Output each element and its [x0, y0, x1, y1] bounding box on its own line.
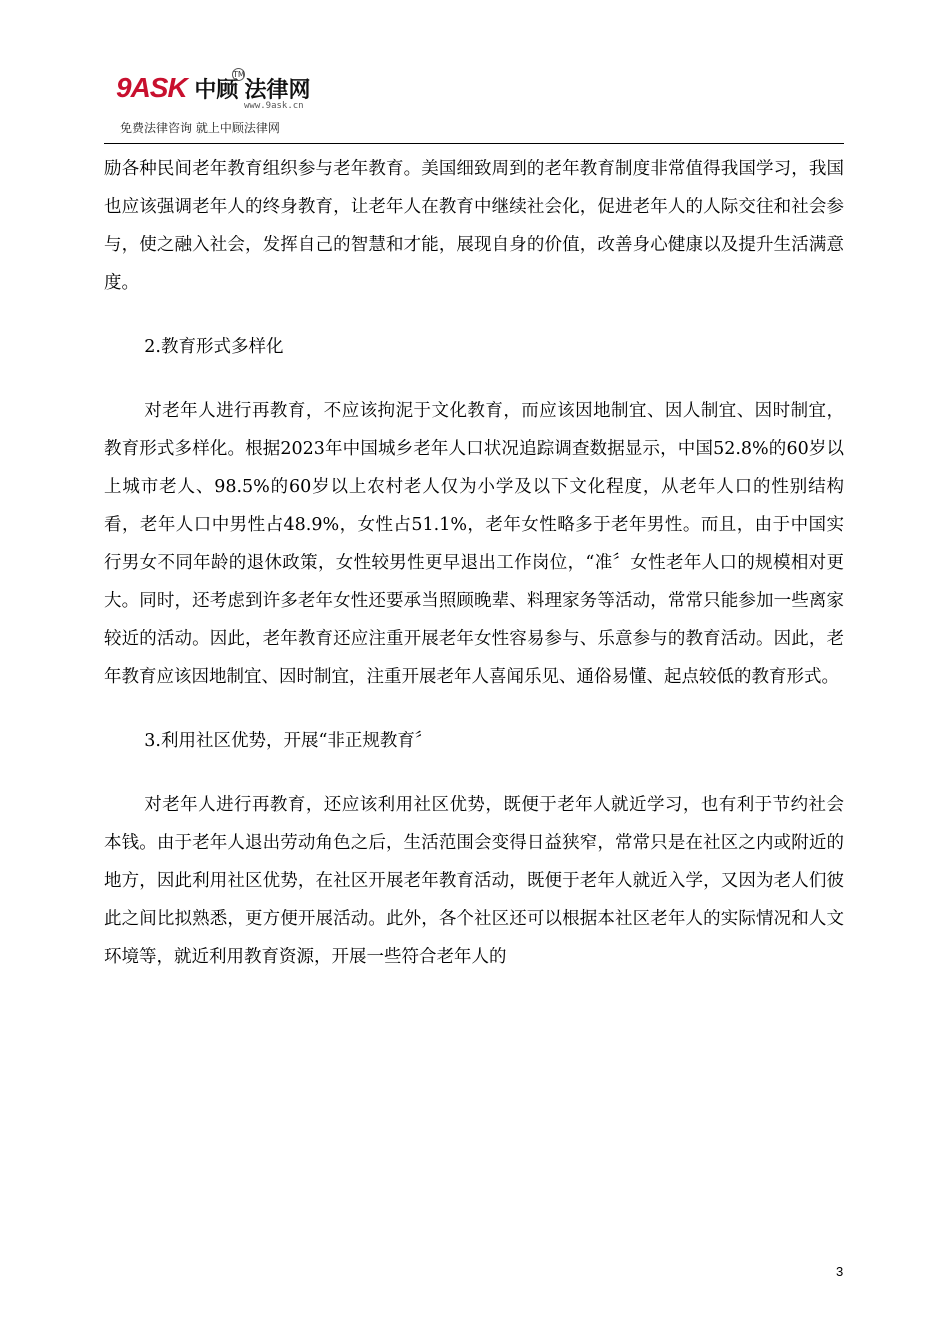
logo-wordmark	[116, 74, 311, 104]
paragraph-gap	[104, 696, 844, 722]
paragraph-education-forms: 对老年人进行再教育，不应该拘泥于文化教育，而应该因地制宜、因人制宜、因时制宜，教育形式多样化。根据2023年中国城乡老年人口状况追踪调查数据显示，中国52.8%的60岁以上城市老人、98.5%的60岁以上农村老人仅为小学及以下文化程度，从老年人口的性别结构看，老年人口中男性占48.9%，女性占51.1%，老年女性略多于老年男性。而且，由于中国实行男女不同年龄的退休政策，女性较男性更早退出工作岗位，“准〞女性老年人口的规模相对更大。同时，还考虑到许多老年女性还要承当照顾晚辈、料理家务等活动，常常只能参加一些离家较近的活动。因此，老年教育还应注重开展老年女性容易参与、乐意参与的教育活动。因此，老年教育应该因地制宜、因时制宜，注重开展老年人喜闻乐见、通俗易懂、起点较低的教育形式。	[104, 401, 844, 687]
paragraph-continued: 励各种民间老年教育组织参与老年教育。美国细致周到的老年教育制度非常值得我国学习，我国也应该强调老年人的终身教育，让老年人在教育中继续社会化，促进老年人的人际交往和社会参与，使之融入社会，发挥自己的智慧和才能，展现自身的价值，改善身心健康以及提升生活满意度。	[104, 159, 844, 293]
trademark-icon: TM	[233, 70, 245, 79]
header-divider	[104, 143, 844, 144]
page-number: 3	[836, 1264, 844, 1279]
logo-brand: 9ASK	[116, 72, 187, 103]
page-header	[104, 62, 844, 144]
logo-url: www.9ask.cn	[244, 101, 304, 111]
paragraph-gap	[104, 760, 844, 786]
paragraph-community-education: 对老年人进行再教育，还应该利用社区优势，既便于老年人就近学习，也有利于节约社会本钱。由于老年人退出劳动角色之后，生活范围会变得日益狭窄，常常只是在社区之内或附近的地方，因此利用社区优势，在社区开展老年教育活动，既便于老年人就近入学，又因为老人们彼此之间比拟熟悉，更方便开展活动。此外，各个社区还可以根据本社区老年人的实际情况和人文环境等，就近利用教育资源，开展一些符合老年人的	[104, 795, 844, 967]
paragraph-gap	[104, 302, 844, 328]
paragraph-gap	[104, 366, 844, 392]
logo-slogan: 免费法律咨询 就上中顾法律网	[120, 121, 280, 135]
section-heading-3: 3.利用社区优势，开展“非正规教育〞	[144, 731, 433, 751]
logo-cn-name: 中顾 法律网	[194, 77, 311, 102]
document-body	[104, 150, 844, 976]
section-heading-2: 2.教育形式多样化	[144, 337, 284, 357]
